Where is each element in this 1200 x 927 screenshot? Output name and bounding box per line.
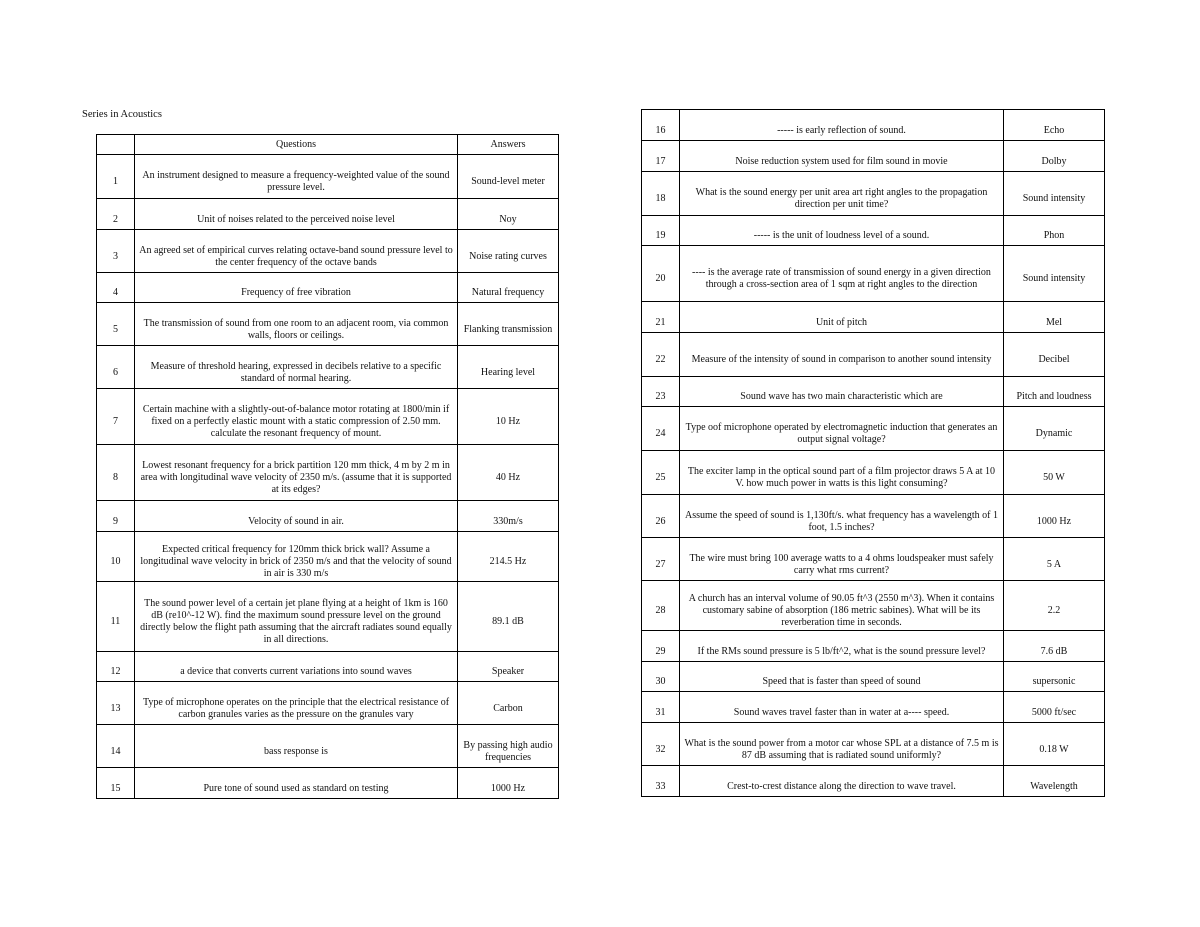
answer-text: 10 Hz bbox=[458, 389, 559, 445]
answer-text: Decibel bbox=[1004, 333, 1105, 377]
table-row bbox=[642, 110, 1105, 141]
table-row bbox=[642, 766, 1105, 797]
question-text: An instrument designed to measure a frequency-weighted value of the sound pressure level. bbox=[135, 155, 458, 199]
question-text: What is the sound power from a motor car whose SPL at a distance of 7.5 m is 87 dB assuming that is radiated sound uniformly? bbox=[680, 723, 1004, 766]
question-number: 8 bbox=[97, 445, 135, 501]
table-row bbox=[97, 682, 559, 725]
question-number: 3 bbox=[97, 230, 135, 273]
question-text: Measure of threshold hearing, expressed in decibels relative to a specific standard of normal hearing. bbox=[135, 346, 458, 389]
table-row bbox=[642, 377, 1105, 407]
table-header-row bbox=[97, 135, 559, 155]
answer-text: Dolby bbox=[1004, 141, 1105, 172]
question-number: 24 bbox=[642, 407, 680, 451]
question-number: 13 bbox=[97, 682, 135, 725]
answer-text: Hearing level bbox=[458, 346, 559, 389]
question-text: ---- is the average rate of transmission of sound energy in a given direction through a cross-section area of 1 sqm at right angles to the direction bbox=[680, 246, 1004, 302]
table-row bbox=[642, 631, 1105, 662]
question-text: Sound wave has two main characteristic which are bbox=[680, 377, 1004, 407]
table-row bbox=[642, 407, 1105, 451]
answer-text: 2.2 bbox=[1004, 581, 1105, 631]
table-row bbox=[642, 538, 1105, 581]
table-row bbox=[97, 652, 559, 682]
question-number: 18 bbox=[642, 172, 680, 216]
question-number: 12 bbox=[97, 652, 135, 682]
answer-text: Carbon bbox=[458, 682, 559, 725]
question-text: a device that converts current variations into sound waves bbox=[135, 652, 458, 682]
answer-text: Noise rating curves bbox=[458, 230, 559, 273]
question-number: 7 bbox=[97, 389, 135, 445]
question-text: Expected critical frequency for 120mm thick brick wall? Assume a longitudinal wave velocity in brick of 2350 m/s and that the velocity of sound in air is 330 m/s bbox=[135, 532, 458, 582]
answer-text: Echo bbox=[1004, 110, 1105, 141]
answer-text: 1000 Hz bbox=[1004, 495, 1105, 538]
table-row bbox=[97, 532, 559, 582]
question-text: Speed that is faster than speed of sound bbox=[680, 662, 1004, 692]
table-row bbox=[97, 445, 559, 501]
question-number: 33 bbox=[642, 766, 680, 797]
question-text: Certain machine with a slightly-out-of-balance motor rotating at 1800/min if fixed on a perfectly elastic mount with a static compression of 2.50 mm. calculate the resonant frequency of mount. bbox=[135, 389, 458, 445]
answer-text: supersonic bbox=[1004, 662, 1105, 692]
question-number: 5 bbox=[97, 303, 135, 346]
table-row bbox=[97, 346, 559, 389]
question-number: 15 bbox=[97, 768, 135, 799]
question-text: Assume the speed of sound is 1,130ft/s. what frequency has a wavelength of 1 foot, 1.5 inches? bbox=[680, 495, 1004, 538]
question-number: 31 bbox=[642, 692, 680, 723]
question-number: 28 bbox=[642, 581, 680, 631]
table-row bbox=[97, 199, 559, 230]
answer-text: Speaker bbox=[458, 652, 559, 682]
answer-text: 89.1 dB bbox=[458, 582, 559, 652]
table-row bbox=[97, 768, 559, 799]
table-row bbox=[642, 246, 1105, 302]
question-number: 2 bbox=[97, 199, 135, 230]
answer-text: 0.18 W bbox=[1004, 723, 1105, 766]
question-text: Frequency of free vibration bbox=[135, 273, 458, 303]
answer-text: 7.6 dB bbox=[1004, 631, 1105, 662]
table-row bbox=[642, 662, 1105, 692]
table-row bbox=[642, 333, 1105, 377]
table-row bbox=[97, 501, 559, 532]
answer-text: Sound intensity bbox=[1004, 172, 1105, 216]
question-text: If the RMs sound pressure is 5 lb/ft^2, what is the sound pressure level? bbox=[680, 631, 1004, 662]
answer-text: 330m/s bbox=[458, 501, 559, 532]
question-number: 26 bbox=[642, 495, 680, 538]
question-text: The exciter lamp in the optical sound part of a film projector draws 5 A at 10 V. how much power in watts is this light consuming? bbox=[680, 451, 1004, 495]
question-number: 22 bbox=[642, 333, 680, 377]
answer-text: 214.5 Hz bbox=[458, 532, 559, 582]
question-text: The transmission of sound from one room to an adjacent room, via common walls, floors or ceilings. bbox=[135, 303, 458, 346]
question-text: Crest-to-crest distance along the direction to wave travel. bbox=[680, 766, 1004, 797]
question-text: bass response is bbox=[135, 725, 458, 768]
table-row bbox=[97, 582, 559, 652]
header-answers: Answers bbox=[458, 135, 559, 155]
answer-text: Dynamic bbox=[1004, 407, 1105, 451]
table-row bbox=[97, 725, 559, 768]
answer-text: Sound-level meter bbox=[458, 155, 559, 199]
question-text: Unit of noises related to the perceived noise level bbox=[135, 199, 458, 230]
question-number: 6 bbox=[97, 346, 135, 389]
answer-text: 50 W bbox=[1004, 451, 1105, 495]
answer-text: By passing high audio frequencies bbox=[458, 725, 559, 768]
questions-table-right bbox=[641, 109, 1105, 797]
question-text: Velocity of sound in air. bbox=[135, 501, 458, 532]
table-row bbox=[97, 389, 559, 445]
answer-text: Phon bbox=[1004, 216, 1105, 246]
table-row bbox=[642, 141, 1105, 172]
table-row bbox=[97, 155, 559, 199]
question-number: 25 bbox=[642, 451, 680, 495]
question-number: 9 bbox=[97, 501, 135, 532]
question-number: 14 bbox=[97, 725, 135, 768]
answer-text: Mel bbox=[1004, 302, 1105, 333]
question-number: 29 bbox=[642, 631, 680, 662]
question-text: Noise reduction system used for film sound in movie bbox=[680, 141, 1004, 172]
answer-text: Wavelength bbox=[1004, 766, 1105, 797]
question-text: ----- is the unit of loudness level of a sound. bbox=[680, 216, 1004, 246]
answer-text: Flanking transmission bbox=[458, 303, 559, 346]
question-text: The sound power level of a certain jet plane flying at a height of 1km is 160 dB (re10^-12 W). find the maximum sound pressure level on the ground directly below the flight path assuming that the aircraft radiates sound equally in all directions. bbox=[135, 582, 458, 652]
question-number: 1 bbox=[97, 155, 135, 199]
question-text: Type oof microphone operated by electromagnetic induction that generates an output signal voltage? bbox=[680, 407, 1004, 451]
table-row bbox=[97, 303, 559, 346]
answer-text: 5 A bbox=[1004, 538, 1105, 581]
question-text: What is the sound energy per unit area art right angles to the propagation direction per unit time? bbox=[680, 172, 1004, 216]
document-title: Series in Acoustics bbox=[82, 109, 162, 120]
header-number-cell bbox=[97, 135, 135, 155]
question-number: 4 bbox=[97, 273, 135, 303]
table-row bbox=[642, 172, 1105, 216]
question-number: 16 bbox=[642, 110, 680, 141]
question-text: Unit of pitch bbox=[680, 302, 1004, 333]
question-text: Lowest resonant frequency for a brick partition 120 mm thick, 4 m by 2 m in area with longitudinal wave velocity of 2350 m/s. (assume that it is supported at its edges? bbox=[135, 445, 458, 501]
question-text: The wire must bring 100 average watts to a 4 ohms loudspeaker must safely carry what rms current? bbox=[680, 538, 1004, 581]
question-number: 27 bbox=[642, 538, 680, 581]
question-text: Pure tone of sound used as standard on testing bbox=[135, 768, 458, 799]
question-text: A church has an interval volume of 90.05 ft^3 (2550 m^3). When it contains customary sabine of absorption (186 metric sabines). What will be its reverberation time in seconds. bbox=[680, 581, 1004, 631]
answer-text: Natural frequency bbox=[458, 273, 559, 303]
question-number: 11 bbox=[97, 582, 135, 652]
question-number: 19 bbox=[642, 216, 680, 246]
header-questions: Questions bbox=[135, 135, 458, 155]
answer-text: Sound intensity bbox=[1004, 246, 1105, 302]
question-number: 32 bbox=[642, 723, 680, 766]
question-number: 21 bbox=[642, 302, 680, 333]
table-row bbox=[642, 216, 1105, 246]
question-text: ----- is early reflection of sound. bbox=[680, 110, 1004, 141]
question-text: An agreed set of empirical curves relating octave-band sound pressure level to the center frequency of the octave bands bbox=[135, 230, 458, 273]
table-row bbox=[642, 581, 1105, 631]
answer-text: Pitch and loudness bbox=[1004, 377, 1105, 407]
questions-table-left bbox=[96, 134, 559, 799]
question-number: 30 bbox=[642, 662, 680, 692]
answer-text: Noy bbox=[458, 199, 559, 230]
question-number: 10 bbox=[97, 532, 135, 582]
question-number: 20 bbox=[642, 246, 680, 302]
answer-text: 1000 Hz bbox=[458, 768, 559, 799]
question-text: Measure of the intensity of sound in comparison to another sound intensity bbox=[680, 333, 1004, 377]
answer-text: 40 Hz bbox=[458, 445, 559, 501]
table-row bbox=[642, 723, 1105, 766]
table-row bbox=[642, 451, 1105, 495]
table-row bbox=[642, 302, 1105, 333]
question-text: Sound waves travel faster than in water at a---- speed. bbox=[680, 692, 1004, 723]
table-row bbox=[97, 230, 559, 273]
question-number: 17 bbox=[642, 141, 680, 172]
table-row bbox=[97, 273, 559, 303]
question-text: Type of microphone operates on the principle that the electrical resistance of carbon granules varies as the pressure on the granules vary bbox=[135, 682, 458, 725]
question-number: 23 bbox=[642, 377, 680, 407]
answer-text: 5000 ft/sec bbox=[1004, 692, 1105, 723]
table-row bbox=[642, 692, 1105, 723]
table-row bbox=[642, 495, 1105, 538]
